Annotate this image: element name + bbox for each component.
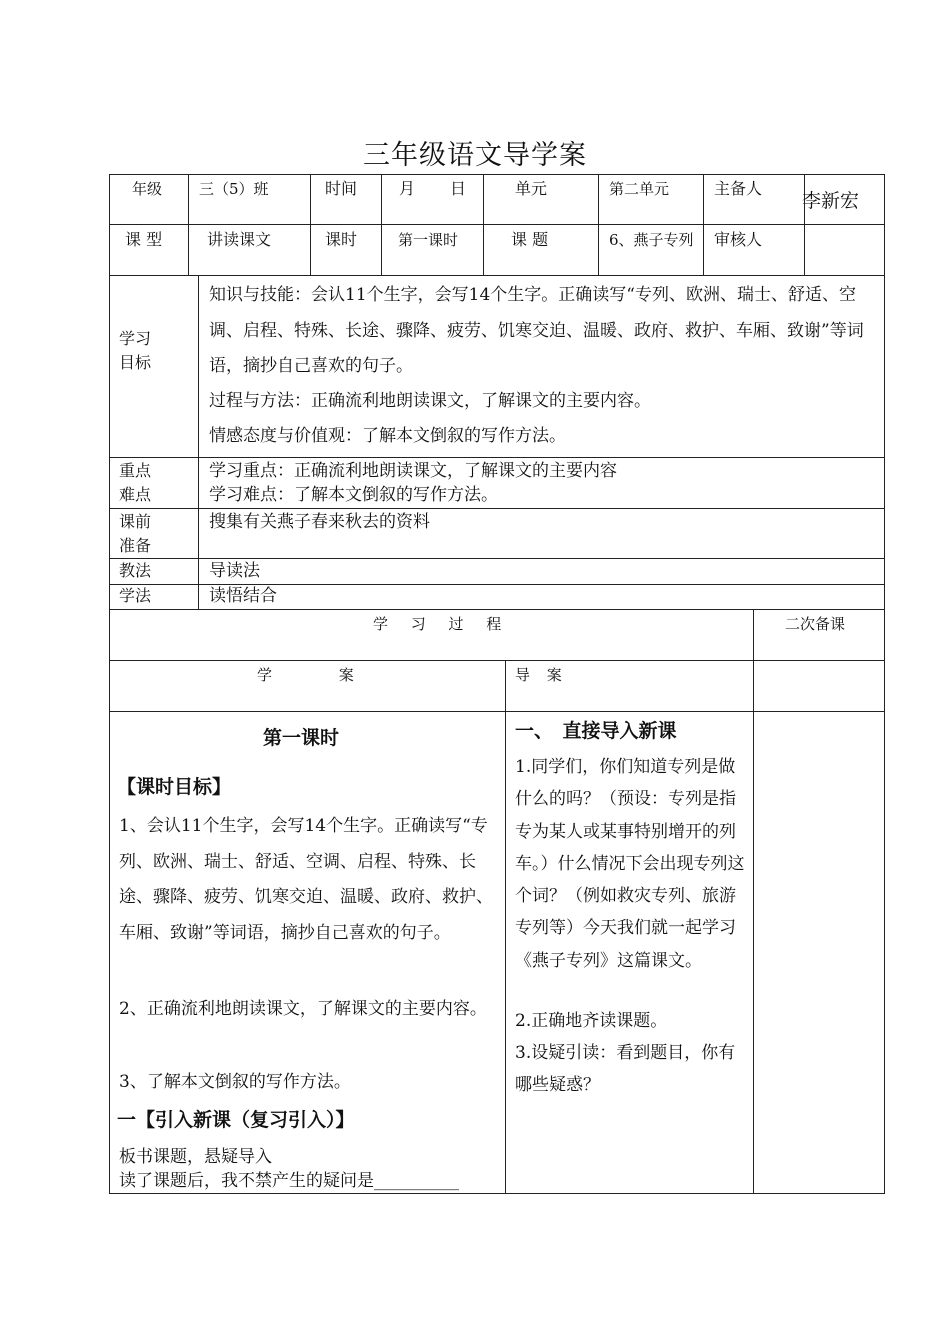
board-line: 板书课题，悬疑导入 (119, 1147, 272, 1167)
table-rule (381, 174, 382, 275)
table-rule (598, 174, 599, 275)
table-rule (109, 275, 885, 276)
lead-value: 李新宏 (802, 190, 860, 212)
type-label: 课 型 (125, 230, 163, 249)
goal-heading: 【课时目标】 (117, 776, 232, 798)
table-rule (483, 174, 484, 275)
objectives-label: 目标 (119, 353, 152, 372)
topic-label: 课 题 (511, 230, 549, 249)
guide-paragraph-2: 2.正确地齐读课题。 (515, 1011, 668, 1031)
period-value: 第一课时 (398, 231, 459, 249)
table-rule (109, 1193, 885, 1194)
learning-method-label: 学法 (119, 586, 152, 605)
table-rule (109, 457, 885, 458)
prep-label: 课前 (119, 512, 152, 531)
table-rule (310, 174, 311, 275)
objectives-emotion: 情感态度与价值观：了解本文倒叙的写作方法。 (209, 426, 566, 446)
table-rule (109, 609, 885, 610)
objectives-label: 学习 (119, 329, 152, 348)
second-prep-label: 二次备课 (785, 615, 846, 633)
prep-label: 准备 (119, 536, 152, 555)
objectives-process: 过程与方法：正确流利地朗读课文，了解课文的主要内容。 (209, 391, 651, 411)
guide-plan-header: 导 案 (515, 666, 562, 684)
keypoint-label: 重点 (119, 461, 152, 480)
table-rule (109, 224, 885, 225)
section-heading: 一【引入新课（复习引入）】 (117, 1109, 355, 1131)
key-point: 学习重点：正确流利地朗读课文，了解课文的主要内容 (209, 461, 617, 481)
table-rule (703, 174, 704, 275)
teaching-method-label: 教法 (119, 561, 152, 580)
topic-value: 6、燕子专列 (609, 231, 694, 249)
time-label: 时间 (325, 179, 358, 198)
goal-2: 2、正确流利地朗读课文，了解课文的主要内容。 (119, 999, 487, 1019)
study-plan-header: 学 案 (257, 666, 354, 684)
lesson-plan-table (109, 174, 885, 1194)
guide-paragraph-3: 3.设疑引读：看到题目，你有哪些疑惑？ (515, 1043, 736, 1096)
month-label: 月 (399, 179, 416, 198)
prep-text: 搜集有关燕子春来秋去的资料 (209, 512, 430, 532)
process-title: 学 习 过 程 (373, 615, 511, 633)
grade-label: 年级 (132, 180, 163, 198)
table-rule (188, 174, 189, 275)
teaching-method-value: 导读法 (209, 561, 260, 581)
keypoint-label: 难点 (119, 485, 152, 504)
table-rule (505, 660, 506, 1194)
table-rule (884, 174, 885, 1194)
table-rule (109, 558, 885, 559)
learning-method-value: 读悟结合 (209, 586, 277, 606)
reviewer-label: 审核人 (714, 230, 763, 249)
period-label: 课时 (325, 230, 358, 249)
grade-value: 三（5）班 (199, 180, 269, 198)
table-rule (109, 508, 885, 509)
guide-paragraph-1: 1.同学们，你们知道专列是做什么的吗？（预设：专列是指专为某人或某事特别增开的列车。）什么情况下会出现专列这个词？（例如救灾专列、旅游专列等）今天我们就一起学习《燕子专列》这篇课文。 (515, 757, 745, 971)
question-line: 读了课题后，我不禁产生的疑问是__________ (119, 1171, 459, 1191)
lesson-heading: 第一课时 (263, 727, 340, 749)
lead-label: 主备人 (714, 179, 763, 198)
goal-3: 3、了解本文倒叙的写作方法。 (119, 1072, 351, 1092)
goal-1: 1、会认11个生字，会写14个生字。正确读写“专列、欧洲、瑞士、舒适、空调、启程、特殊、长途、骤降、疲劳、饥寒交迫、温暖、政府、救护、车厢、致谢”等词语，摘抄自己喜欢的句子。 (119, 816, 493, 943)
table-rule (753, 609, 754, 1194)
table-rule (109, 711, 885, 712)
day-label: 日 (450, 179, 467, 198)
table-rule (198, 275, 199, 609)
table-rule (109, 660, 885, 661)
guide-heading: 一、 直接导入新课 (515, 720, 677, 742)
objectives-knowledge: 知识与技能：会认11个生字，会写14个生字。正确读写“专列、欧洲、瑞士、舒适、空调、启程、特殊、长途、骤降、疲劳、饥寒交迫、温暖、政府、救护、车厢、致谢”等词语，摘抄自己喜欢的句子。 (209, 285, 864, 376)
table-rule (109, 174, 110, 1194)
difficulty-point: 学习难点：了解本文倒叙的写作方法。 (209, 485, 498, 505)
page-title: 三年级语文导学案 (363, 140, 587, 171)
type-value: 讲读课文 (207, 230, 272, 249)
table-rule (109, 174, 885, 175)
unit-label: 单元 (515, 179, 548, 198)
unit-value: 第二单元 (609, 180, 670, 198)
